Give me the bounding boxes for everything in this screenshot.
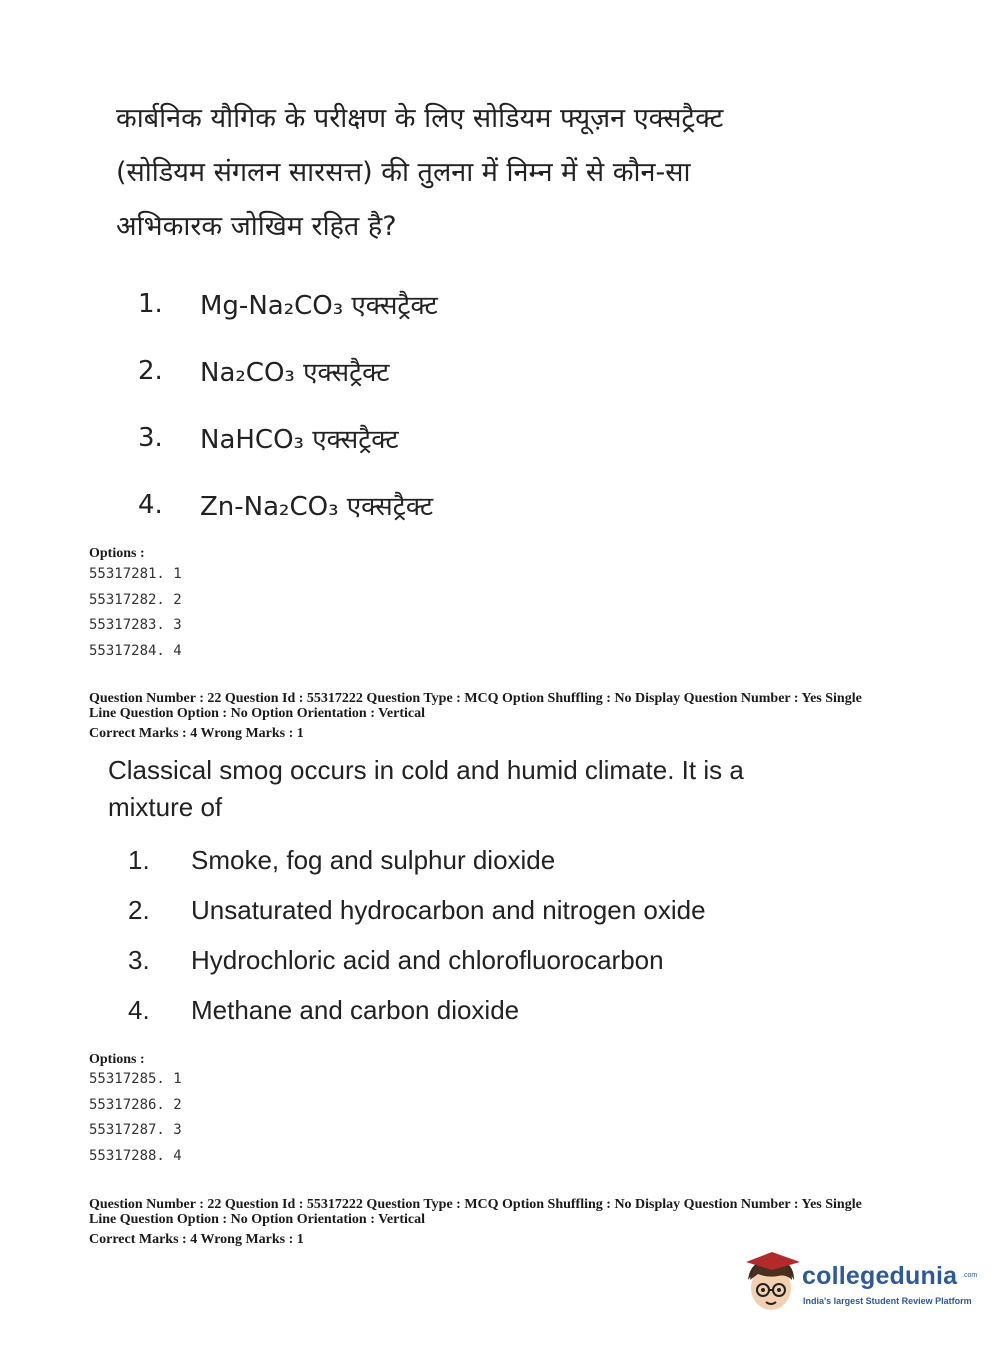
choice-number: 1.	[128, 844, 150, 875]
question-metadata	[89, 691, 929, 741]
choice-number: 3.	[128, 944, 150, 975]
metadata-line: Line Question Option : No Option Orientation : Vertical	[89, 706, 426, 721]
choice-number: 1.	[138, 288, 163, 319]
option-id-list	[89, 1067, 182, 1169]
choice-number: 3.	[138, 422, 163, 453]
answer-choice	[128, 985, 828, 1035]
option-id: 55317283. 3	[89, 617, 182, 633]
brand-domain: .com	[962, 1272, 978, 1279]
answer-choices-english	[128, 835, 828, 1035]
option-id: 55317281. 1	[89, 566, 182, 582]
mascot-logo-icon	[742, 1250, 802, 1320]
question-text-hindi	[116, 92, 836, 254]
question-line: कार्बनिक यौगिक के परीक्षण के लिए सोडियम फ्यूज़न एक्सट्रैक्ट	[116, 103, 724, 134]
choice-text: Na₂CO₃ एक्सट्रैक्ट	[200, 357, 390, 388]
metadata-line: Question Number : 22 Question Id : 55317222 Question Type : MCQ Option Shuffling : No Display Question Number : Yes Single	[89, 1197, 862, 1212]
choice-number: 2.	[128, 894, 150, 925]
option-id: 55317286. 2	[89, 1096, 182, 1113]
answer-choice	[138, 270, 738, 337]
choice-number: 4.	[128, 994, 150, 1025]
answer-choice	[128, 835, 828, 885]
option-id: 55317284. 4	[89, 642, 182, 659]
choice-text: Methane and carbon dioxide	[191, 994, 520, 1025]
answer-choice	[128, 935, 828, 985]
answer-choice	[128, 885, 828, 935]
option-id: 55317285. 1	[89, 1071, 182, 1087]
choice-text: Unsaturated hydrocarbon and nitrogen oxide	[191, 894, 706, 925]
choice-text: Zn-Na₂CO₃ एक्सट्रैक्ट	[200, 491, 434, 522]
answer-choice	[138, 471, 738, 538]
choice-text: Smoke, fog and sulphur dioxide	[191, 844, 556, 875]
brand-tagline: India's largest Student Review Platform	[803, 1296, 972, 1306]
option-id: 55317282. 2	[89, 591, 182, 608]
question-line: (सोडियम संगलन सारसत्त) की तुलना में निम्न में से कौन-सा	[116, 157, 691, 188]
brand-name: collegedunia	[802, 1262, 958, 1290]
choice-number: 4.	[138, 489, 163, 520]
marks-line: Correct Marks : 4 Wrong Marks : 1	[89, 1232, 304, 1247]
question-line: अभिकारक जोखिम रहित है?	[116, 211, 397, 242]
choice-text: NaHCO₃ एक्सट्रैक्ट	[200, 424, 399, 455]
options-label: Options :	[89, 1052, 145, 1067]
marks-line: Correct Marks : 4 Wrong Marks : 1	[89, 726, 304, 741]
answer-choice	[138, 337, 738, 404]
option-id-list	[89, 562, 182, 664]
choice-number: 2.	[138, 355, 163, 386]
question-metadata	[89, 1197, 929, 1247]
choice-text: Mg-Na₂CO₃ एक्सट्रैक्ट	[200, 290, 438, 321]
question-text-english	[108, 752, 848, 826]
answer-choice	[138, 404, 738, 471]
option-id: 55317287. 3	[89, 1122, 182, 1138]
metadata-line: Line Question Option : No Option Orientation : Vertical	[89, 1212, 426, 1227]
answer-choices-hindi	[138, 270, 738, 538]
question-line: Classical smog occurs in cold and humid climate. It is a	[108, 755, 744, 785]
choice-text: Hydrochloric acid and chlorofluorocarbon	[191, 944, 664, 975]
options-label: Options :	[89, 546, 145, 561]
metadata-line: Question Number : 22 Question Id : 55317222 Question Type : MCQ Option Shuffling : No Display Question Number : Yes Single	[89, 691, 862, 706]
question-line: mixture of	[108, 792, 223, 822]
option-id: 55317288. 4	[89, 1147, 182, 1164]
